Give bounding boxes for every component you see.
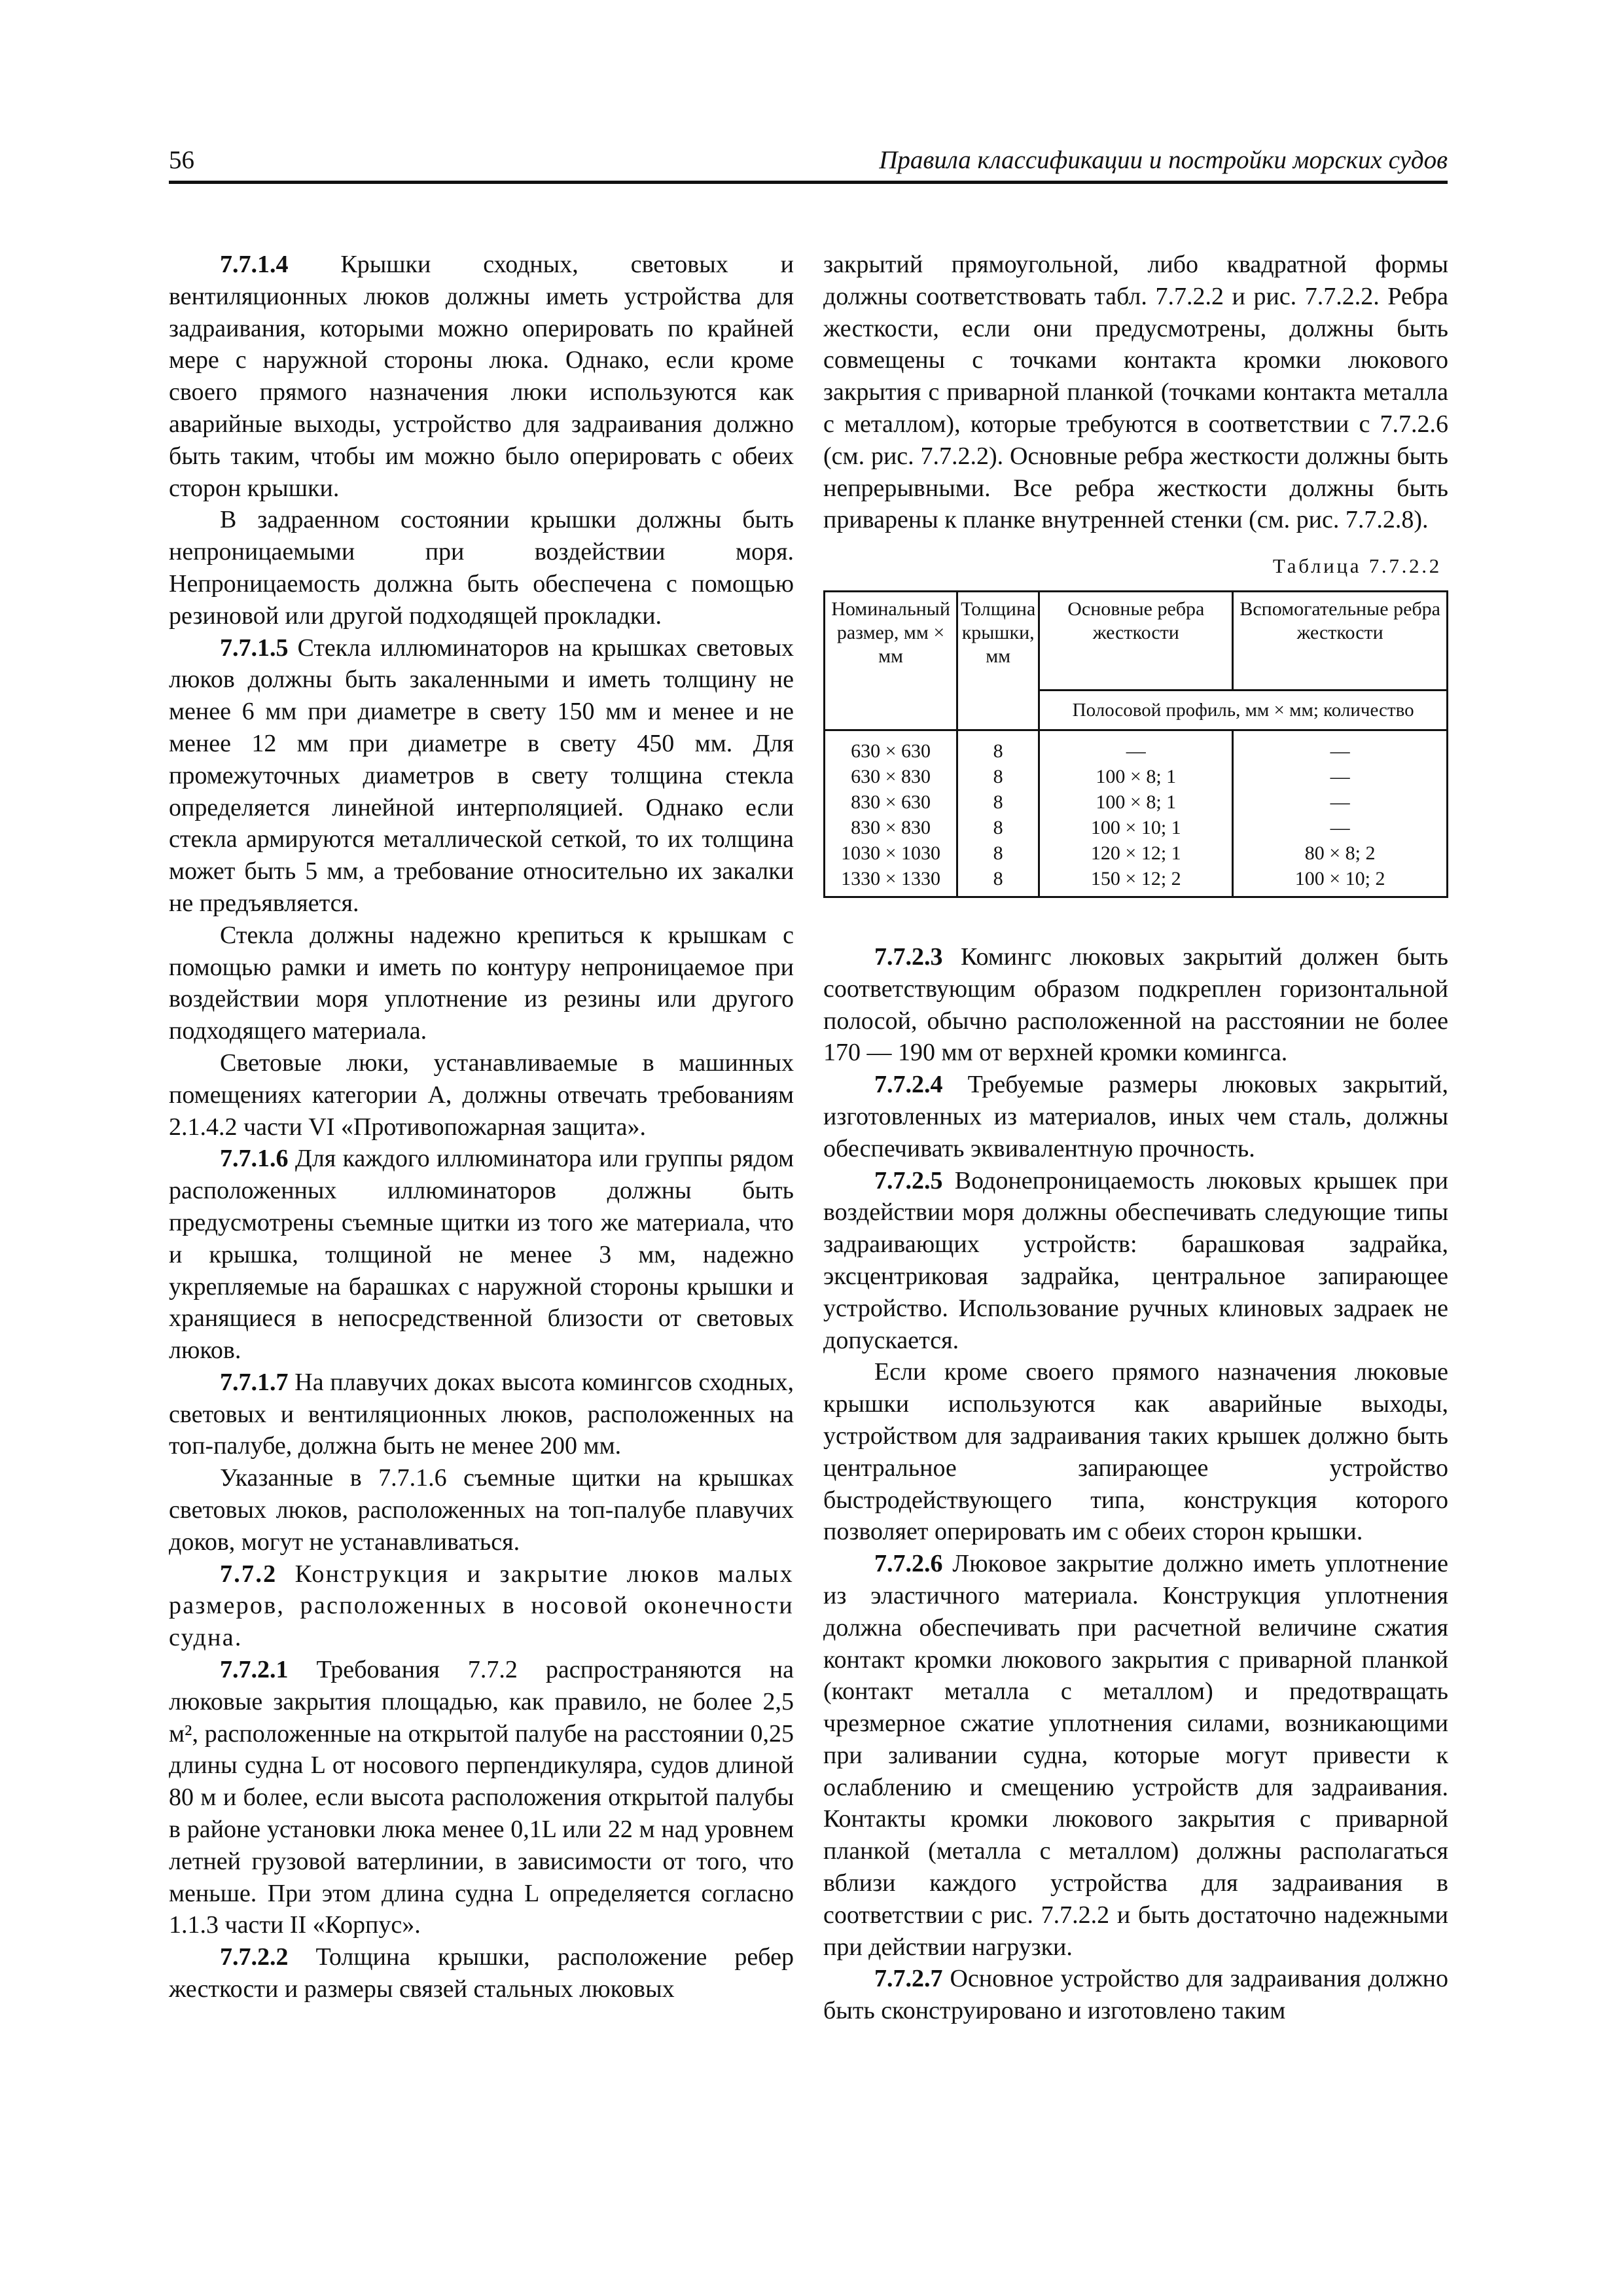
header-nominal-size: Номинальный размер, мм × мм bbox=[825, 591, 957, 730]
clause-text: Водонепроницаемость люковых крышек при воздействии моря должны обеспечивать следующие типы задраивающих устройств: барашковая задрайка, эксцентриковая задрайка, центральное запирающее устройство. Использование ручных клиновых задраек не допускается. bbox=[823, 1166, 1448, 1354]
header-profile-note: Полосовой профиль, мм × мм; количество bbox=[1039, 690, 1448, 730]
clause-number: 7.7.2 bbox=[220, 1560, 277, 1588]
clause-text: Толщина крышки, расположение ребер жесткости и размеры связей стальных люковых bbox=[169, 1943, 794, 2003]
cell-secondary: — bbox=[1233, 730, 1448, 764]
cell-primary: 100 × 8; 1 bbox=[1039, 790, 1233, 816]
cell-thickness: 8 bbox=[957, 730, 1039, 764]
clause-number: 7.7.1.5 bbox=[220, 634, 289, 662]
header-primary-stiffeners: Основные ребра жесткости bbox=[1039, 591, 1233, 690]
clause-number: 7.7.2.4 bbox=[874, 1071, 943, 1099]
clause-number: 7.7.2.6 bbox=[874, 1550, 943, 1578]
paragraph bbox=[169, 1462, 794, 1558]
page-header bbox=[169, 143, 1448, 184]
cell-size: 630 × 630 bbox=[825, 730, 957, 764]
clause-text: На плавучих доках высота комингсов сходных, световых и вентиляционных люков, расположенных на топ-палубе, должна быть не менее 200 мм. bbox=[169, 1368, 794, 1460]
paragraph bbox=[169, 249, 794, 504]
cell-size: 830 × 630 bbox=[825, 790, 957, 816]
cell-secondary: — bbox=[1233, 764, 1448, 790]
clause-text: закрытий прямоугольной, либо квадратной формы должны соответствовать табл. 7.7.2.2 и рис. 7.7.2.2. Ребра жесткости, если они предусмотрены, должны быть совмещены с точками контакта кромки люкового закрытия с приварной планкой (точками контакта металла с металлом), которые требуются в соответствии с 7.7.2.6 (см. рис. 7.7.2.2). Основные ребра жесткости должны быть непрерывными. Все ребра жесткости должны быть приварены к планке внутренней стенки (см. рис. 7.7.2.8). bbox=[823, 251, 1448, 534]
paragraph bbox=[169, 1047, 794, 1143]
cell-thickness: 8 bbox=[957, 841, 1039, 867]
cell-thickness: 8 bbox=[957, 816, 1039, 841]
page-number: 56 bbox=[169, 146, 194, 174]
clause-text: Комингс люковых закрытий должен быть соответствующим образом подкреплен горизонтальной полосой, обычно расположенной на расстоянии не более 170 — 190 мм от верхней кромки комингса. bbox=[823, 942, 1448, 1067]
paragraph bbox=[169, 920, 794, 1047]
cell-secondary: 100 × 10; 2 bbox=[1233, 867, 1448, 897]
cell-secondary: 80 × 8; 2 bbox=[1233, 841, 1448, 867]
cell-secondary: — bbox=[1233, 816, 1448, 841]
cell-size: 630 × 830 bbox=[825, 764, 957, 790]
clause-text: В задраенном состоянии крышки должны быть непроницаемыми при воздействии моря. Непроницаемость должна быть обеспечена с помощью резиновой или другой подходящей прокладки. bbox=[169, 506, 794, 630]
table-row bbox=[825, 764, 1448, 790]
cell-size: 1330 × 1330 bbox=[825, 867, 957, 897]
table-row bbox=[825, 790, 1448, 816]
paragraph bbox=[823, 941, 1448, 1069]
cell-thickness: 8 bbox=[957, 867, 1039, 897]
paragraph bbox=[823, 249, 1448, 536]
paragraph bbox=[169, 1941, 794, 2005]
right-column bbox=[823, 249, 1448, 2027]
clause-text: Конструкция и закрытие люков малых размеров, расположенных в носовой оконечности судна. bbox=[169, 1560, 794, 1652]
clause-text: Стекла должны надежно крепиться к крышкам с помощью рамки и иметь по контуру непроницаемое при воздействии моря уплотнение из резины или другого подходящего материала. bbox=[169, 921, 794, 1045]
clause-number: 7.7.2.1 bbox=[220, 1656, 289, 1684]
clause-number: 7.7.2.2 bbox=[220, 1943, 289, 1971]
hatch-cover-table bbox=[823, 590, 1448, 898]
cell-primary: 120 × 12; 1 bbox=[1039, 841, 1233, 867]
clause-text: Световые люки, устанавливаемые в машинных помещениях категории А, должны отвечать требованиям 2.1.4.2 части VI «Противопожарная защита». bbox=[169, 1049, 794, 1141]
paragraph bbox=[823, 1963, 1448, 2027]
clause-number: 7.7.2.7 bbox=[874, 1965, 943, 1993]
clause-number: 7.7.2.5 bbox=[874, 1166, 943, 1194]
cell-size: 1030 × 1030 bbox=[825, 841, 957, 867]
cell-thickness: 8 bbox=[957, 790, 1039, 816]
clause-text: Для каждого иллюминатора или группы рядом расположенных иллюминаторов должны быть предусмотрены съемные щитки из того же материала, что и крышка, толщиной не менее 3 мм, надежно укрепляемые на барашках с наружной стороны крышки и хранящиеся в непосредственной близости от световых люков. bbox=[169, 1145, 794, 1365]
clause-text: Если кроме своего прямого назначения люковые крышки используются как аварийные выходы, устройством для задраивания таких крышек должно быть центральное запирающее устройство быстродействующего типа, конструкция которого позволяет оперировать им с обеих сторон крышки. bbox=[823, 1358, 1448, 1546]
paragraph bbox=[823, 1165, 1448, 1357]
cell-size: 830 × 830 bbox=[825, 816, 957, 841]
cell-primary: 100 × 10; 1 bbox=[1039, 816, 1233, 841]
clause-number: 7.7.2.3 bbox=[874, 942, 943, 971]
paragraph bbox=[169, 504, 794, 632]
clause-text: Стекла иллюминаторов на крышках световых люков должны быть закаленными и иметь толщину не менее 6 мм при диаметре в свету 150 мм и менее и не менее 12 мм при диаметре в свету 450 мм. Для промежуточных диаметров в свету толщина стекла определяется линейной интерполяцией. Однако если стекла армируются металлической сеткой, то их толщина может быть 5 мм, а требование относительно их закалки не предъявляется. bbox=[169, 634, 794, 917]
paragraph bbox=[169, 1367, 794, 1462]
header-thickness: Толщина крышки, мм bbox=[957, 591, 1039, 730]
section-heading bbox=[169, 1558, 794, 1654]
paragraph bbox=[169, 1654, 794, 1941]
left-column bbox=[169, 249, 794, 2005]
clause-text: Указанные в 7.7.1.6 съемные щитки на крышках световых люков, расположенных на топ-палубе плавучих доков, могут не устанавливаться. bbox=[169, 1464, 794, 1556]
paragraph bbox=[823, 1548, 1448, 1963]
header-secondary-stiffeners: Вспомогательные ребра жесткости bbox=[1233, 591, 1448, 690]
paragraph bbox=[169, 1143, 794, 1367]
table-row bbox=[825, 816, 1448, 841]
cell-primary: 100 × 8; 1 bbox=[1039, 764, 1233, 790]
clause-text: Крышки сходных, световых и вентиляционных люков должны иметь устройства для задраивания, которыми можно оперировать по крайней мере с наружной стороны люка. Однако, если кроме своего прямого назначения люки используются как аварийные выходы, устройство для задраивания должно быть таким, чтобы им можно было оперировать с обеих сторон крышки. bbox=[169, 251, 794, 502]
table-caption: Таблица 7.7.2.2 bbox=[1272, 554, 1442, 578]
cell-secondary: — bbox=[1233, 790, 1448, 816]
paragraph bbox=[823, 1069, 1448, 1164]
clause-text: Требуемые размеры люковых закрытий, изготовленных из материалов, иных чем сталь, должны обеспечивать эквивалентную прочность. bbox=[823, 1071, 1448, 1162]
table-row bbox=[825, 730, 1448, 764]
clause-text: Люковое закрытие должно иметь уплотнение из эластичного материала. Конструкция уплотнения должна обеспечивать при расчетной величине сжатия контакт кромки люкового закрытия с приварной планкой (контакт металла с металлом) и предотвращать чрезмерное сжатие уплотнения силами, возникающими при заливании судна, которые могут привести к ослаблению и смещению устройств для задраивания. Контакты кромки люкового закрытия с приварной планкой (металла с металлом) должны располагаться вблизи каждого устройства для задраивания в соответствии с рис. 7.7.2.2 и быть достаточно надежными при действии нагрузки. bbox=[823, 1550, 1448, 1961]
clause-number: 7.7.1.7 bbox=[220, 1368, 289, 1396]
clause-text: Требования 7.7.2 распространяются на люковые закрытия площадью, как правило, не более 2,5 м², расположенные на открытой палубе на расстоянии 0,25 длины судна L от носового перпендикуляра, судов длиной 80 м и более, если высота расположения открытой палубы в районе установки люка менее 0,1L или 22 м над уровнем летней грузовой ватерлинии, в зависимости от того, что меньше. При этом длина судна L определяется согласно 1.1.3 части II «Корпус». bbox=[169, 1656, 794, 1939]
cell-primary: — bbox=[1039, 730, 1233, 764]
paragraph bbox=[169, 632, 794, 920]
table-row bbox=[825, 841, 1448, 867]
clause-number: 7.7.1.4 bbox=[220, 251, 289, 278]
cell-thickness: 8 bbox=[957, 764, 1039, 790]
cell-primary: 150 × 12; 2 bbox=[1039, 867, 1233, 897]
clause-text: Основное устройство для задраивания должно быть сконструировано и изготовлено таким bbox=[823, 1965, 1448, 2025]
clause-number: 7.7.1.6 bbox=[220, 1145, 289, 1173]
running-title: Правила классификации и постройки морских судов bbox=[879, 146, 1448, 174]
table-row bbox=[825, 867, 1448, 897]
paragraph bbox=[823, 1356, 1448, 1548]
